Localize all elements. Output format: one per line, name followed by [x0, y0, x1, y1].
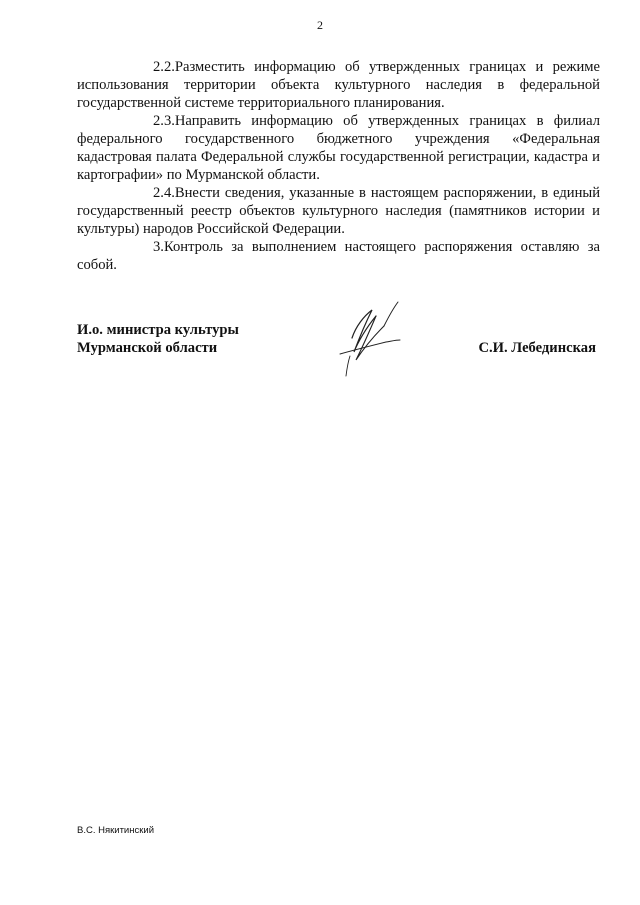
document-body [77, 58, 600, 274]
paragraph-number: 2.4. [153, 185, 175, 201]
paragraph-2-2 [77, 58, 600, 112]
paragraph-text: Внести сведения, указанные в настоящем распоряжении, в единый государственный реестр объектов культурного наследия (памятников истории и культуры) народов Российской Федерации. [77, 185, 600, 237]
executor-name: В.С. Някитинский [77, 825, 155, 836]
paragraph-text: Контроль за выполнением настоящего распоряжения оставляю за собой. [77, 239, 600, 273]
paragraph-3 [77, 238, 600, 274]
paragraph-text: Разместить информацию об утвержденных границах и режиме использования территории объекта культурного наследия в федеральной государственной системе территориального планирования. [77, 59, 600, 111]
handwritten-signature [330, 296, 410, 378]
paragraph-number: 2.2. [153, 59, 175, 75]
paragraph-2-3 [77, 112, 600, 184]
paragraph-number: 3. [153, 239, 164, 255]
signatory-title [77, 321, 239, 357]
paragraph-2-4 [77, 184, 600, 238]
signatory-position: И.о. министра культуры [77, 322, 239, 338]
signatory-region: Мурманской области [77, 340, 218, 356]
paragraph-number: 2.3. [153, 113, 175, 129]
page-number: 2 [317, 18, 323, 32]
signer-name: С.И. Лебединская [478, 340, 596, 356]
paragraph-text: Направить информацию об утвержденных границах в филиал федерального государственного бюджетного учреждения «Федеральная кадастровая палата Федеральной службы государственной регистрации, кадастра и картографии» по Мурманской области. [77, 113, 600, 183]
